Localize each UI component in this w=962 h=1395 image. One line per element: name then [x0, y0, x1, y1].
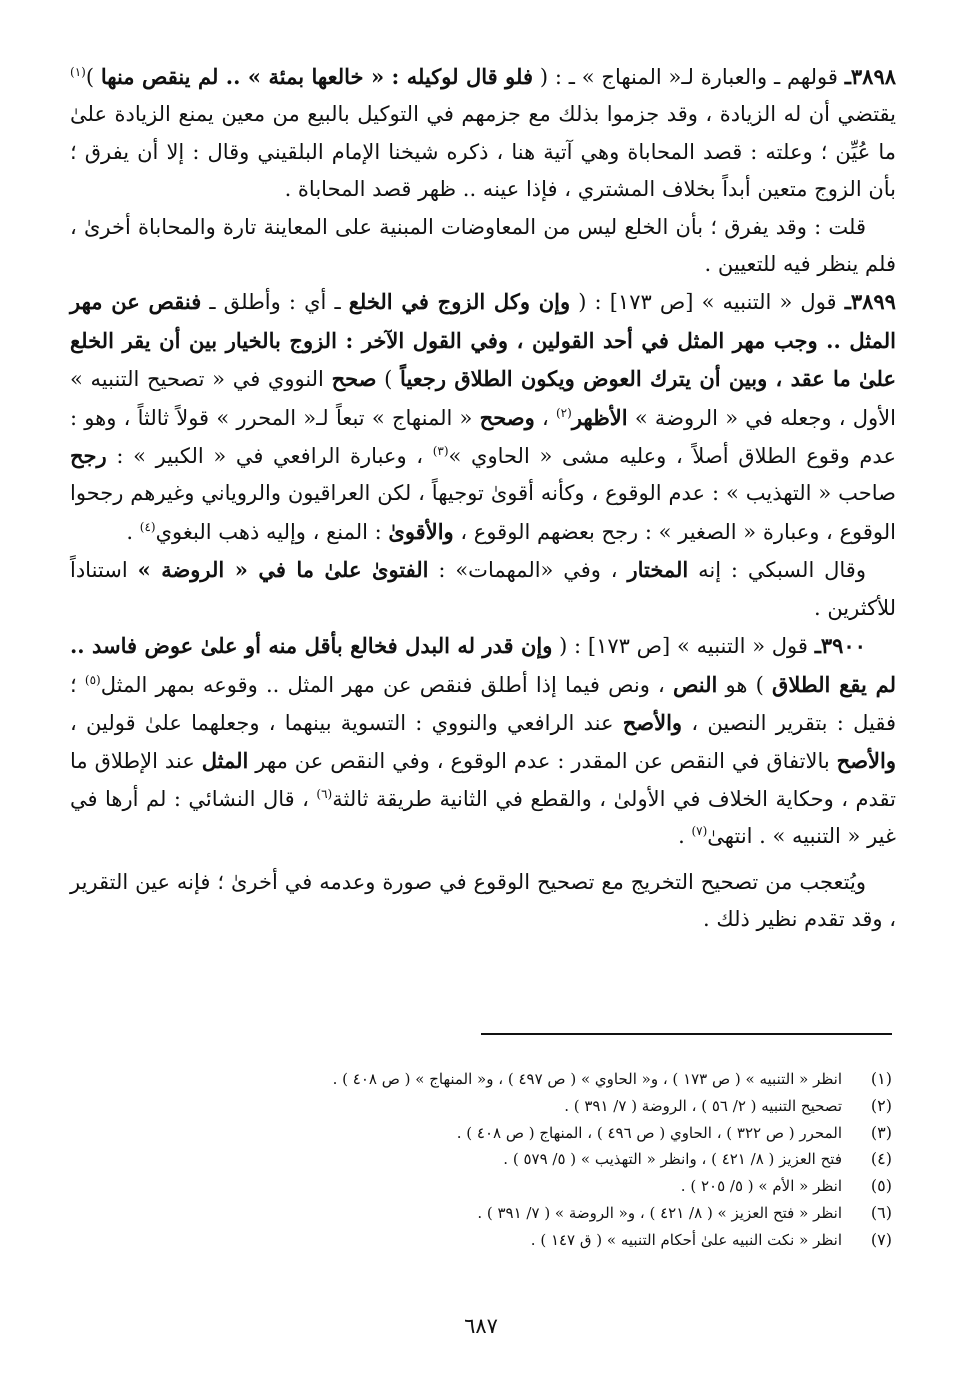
footnote-ref: (١) [70, 65, 86, 79]
text-run: ـ أي : وأطلق ـ [201, 290, 349, 315]
bold-text: الأظهر [571, 404, 628, 430]
text-run: . [126, 519, 140, 544]
paragraph [70, 627, 896, 855]
paragraph [70, 209, 896, 284]
paragraph [70, 551, 896, 627]
text-run: ) [85, 65, 101, 89]
footnote-text: انظر « نكت النبيه علىٰ أحكام التنبيه » ( ق ١٤٧ ) . [530, 1230, 842, 1249]
bold-text: ٣٨٩٩ـ [844, 289, 896, 315]
text-run: : المنع ، وإليه ذهب البغوي [155, 519, 389, 544]
text-run: صاحب « التهذيب » : عدم الوقوع ، وكأنه أقوىٰ توجيهاً ، لكن العراقيون والروياني وغيرهم رجحوا الوقوع ، وعبارة « الصغير » : رجح بعضهم الوقوع ، [70, 481, 896, 544]
footnote-text: انظر « فتح العزيز » ( ٨/ ٤٢١ ) ، و« الروضة » ( ٧/ ٣٩١ ) . [477, 1203, 842, 1222]
footnote-item [66, 1173, 892, 1200]
bold-text: فنقص عن مهر المثل .. وجب مهر المثل في أحد القولين ، وفي القول الآخر : الزوج بالخيار بين أن يقر الخلع علىٰ ما عقد ، وبين أن يترك العوض ويكون الطلاق رجعياً [70, 289, 896, 392]
bold-text: الفتوىٰ علىٰ ما في « الروضة » [137, 557, 429, 583]
paragraph [70, 864, 896, 939]
footnote-item [66, 1227, 892, 1254]
footnote-number: (٧) [870, 1229, 892, 1249]
footnote-ref: (٢) [555, 405, 572, 420]
text-run: قلت : وقد يفرق ؛ بأن الخلع ليس من المعاوضات المبنية على المعاينة تارة والمحاباة أخرىٰ ، فلم ينظر فيه للتعيين . [70, 214, 896, 277]
footnote-item [66, 1120, 892, 1147]
footnote-item [66, 1146, 892, 1173]
footnote-number: (٥) [870, 1176, 892, 1196]
footnote-item [66, 1200, 892, 1227]
text-run: « المنهاج » تبعاً لـ« المحرر » قولاً ثالثاً ، وهو : عدم وقوع الطلاق أصلاً ، وعليه مشى « الحاوي » [70, 405, 896, 469]
footnote-number: (٤) [870, 1149, 892, 1169]
text-run: ) هو [717, 672, 773, 697]
footnote-ref: (٧) [691, 824, 708, 839]
text-run: عند الإطلاق ما تقدم ، وحكاية الخلاف في الأولىٰ ، والقطع في الثانية طريقة ثالثة [70, 749, 896, 811]
footnotes [66, 1066, 892, 1254]
bold-text: فلو قال لوكيله : « خالعها بمئة » .. لم ينقص منها [100, 64, 533, 89]
bold-text: ٣٨٩٨ـ [844, 64, 897, 89]
footnote-ref: (٣) [432, 444, 449, 459]
text-run: قول « التنبيه » [ص ١٧٣] : ( [552, 634, 815, 659]
footnote-number: (١) [870, 1069, 892, 1088]
text-run: ، وفي «المهمات» : [428, 558, 628, 583]
footnote-ref: (٤) [139, 519, 156, 534]
bold-text: والأقوىٰ [388, 518, 454, 544]
text-run: . [678, 824, 692, 849]
text-run: وقال السبكي : إنه [688, 558, 866, 583]
footnote-number: (٢) [870, 1095, 892, 1115]
footnote-item [66, 1066, 892, 1093]
bold-text: والأصح [622, 709, 683, 735]
bold-text: المختار [627, 557, 689, 583]
text-run: قولهم ـ والعبارة لـ« المنهاج » ـ : ( [533, 65, 845, 89]
footnote-text: انظر « الأم » ( ٥/ ٢٠٥ ) . [680, 1177, 842, 1196]
bold-text: والأصح [836, 748, 896, 774]
text-run: النووي في « تصحيح التنبيه » الأول ، وجعله في « الروضة » [70, 367, 896, 430]
bold-text: رجح [70, 443, 107, 469]
bold-text: صحح [331, 366, 377, 392]
text-run: ، وعبارة الرافعي في « الكبير » : [106, 444, 433, 469]
bold-text: وصحح [479, 404, 535, 430]
footnote-number: (٣) [870, 1122, 892, 1142]
footnote-number: (٦) [870, 1202, 892, 1222]
text-run: ويُتعجب من تصحيح التخريج مع تصحيح الوقوع في صورة وعدمه في أخرىٰ ؛ فإنه عين التقرير ، وقد تقدم نظير ذلك . [70, 869, 896, 931]
bold-text: وإن وكل الزوج في الخلع [348, 289, 571, 315]
page-number: ٦٨٧ [464, 1314, 498, 1338]
footnote-text: تصحيح التنبيه ( ٢/ ٥٦ ) ، الروضة ( ٧/ ٣٩١ ) . [564, 1096, 842, 1115]
bold-text: النص [673, 671, 718, 697]
text-run: استناداً للأكثرين . [70, 558, 896, 620]
bold-text: ٣٩٠٠ـ [814, 633, 866, 659]
bold-text: المثل [201, 748, 249, 774]
paragraph [70, 58, 896, 209]
text-run: ، قال النشائي : لم أرها في غير « التنبيه » . انتهىٰ [70, 786, 896, 849]
text-run: ، ونص فيما إذا أطلق فنقص عن مهر المثل .. وقوعه بمهر المثل [100, 672, 674, 697]
text-run: ؛ فقيل : بتقرير النصين ، [70, 672, 896, 735]
text-run: ، [534, 405, 556, 430]
footnote-text: المحرر ( ص ٣٢٢ ) ، الحاوي ( ص ٤٩٦ ) ، المنهاج ( ص ٤٠٨ ) . [456, 1123, 842, 1142]
text-run: يقتضي أن له الزيادة ، وقد جزموا بذلك مع جزمهم في التوكيل بالبيع من معين يمنع الزيادة علىٰ ما عُيِّن ؛ وعلته : قصد المحاباة وهي آتية هنا ، ذكره شيخنا الإمام البلقيني وقال : إلا أن يفرق ؛ بأن الزوج متعين أبداً بخلاف المشتري ، فإذا عينه .. ظهر قصد المحاباة . [70, 102, 896, 202]
text-run: عند الرافعي والنووي : التسوية بينهما ، وجعلهما علىٰ قولين ، [70, 710, 623, 735]
text-run: قول « التنبيه » [ص ١٧٣] : ( [570, 290, 845, 315]
footnote-text: فتح العزيز ( ٨/ ٤٢١ ) ، وانظر « التهذيب » ( ٥/ ٥٧٩ ) . [503, 1150, 842, 1169]
footnote-ref: (٥) [84, 672, 101, 687]
footnote-text: انظر « التنبيه » ( ص ١٧٣ ) ، و« الحاوي » ( ص ٤٩٧ ) ، و« المنهاج » ( ص ٤٠٨ ) . [332, 1070, 842, 1088]
text-run: ) [376, 367, 401, 392]
text-run: بالاتفاق في النقص عن المقدر : عدم الوقوع ، وفي النقص عن مهر [248, 749, 837, 774]
bold-text: وإن قدر له البدل فخالع بأقل منه أو علىٰ عوض فاسد .. لم يقع الطلاق [70, 633, 896, 697]
footnote-ref: (٦) [316, 786, 333, 801]
footnote-item [66, 1093, 892, 1120]
footnote-separator [481, 1033, 892, 1035]
page-body [70, 58, 896, 938]
paragraph [70, 283, 896, 551]
